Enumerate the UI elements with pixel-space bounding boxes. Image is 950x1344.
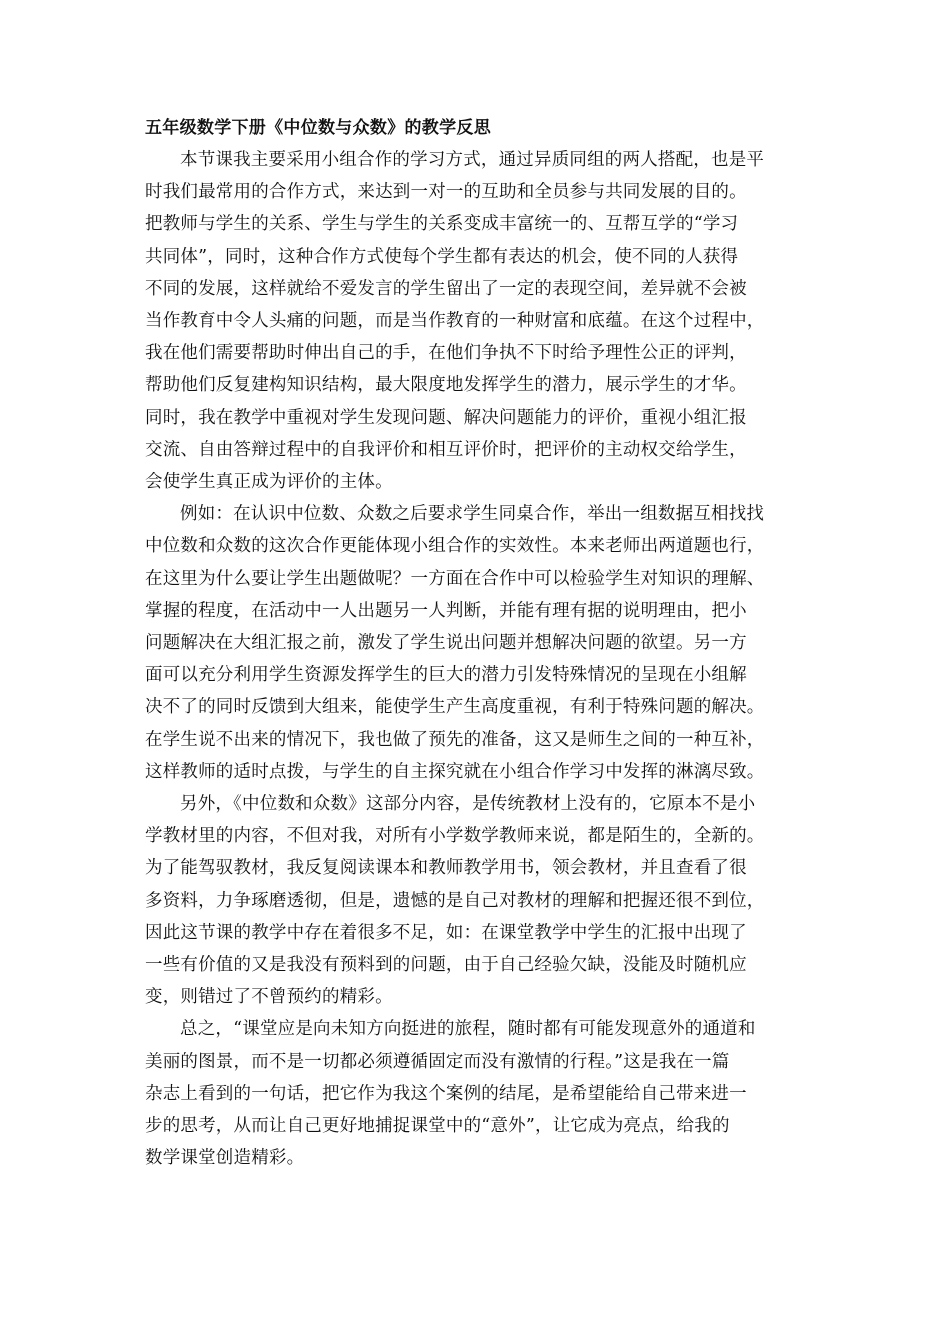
paragraph-line: 在学生说不出来的情况下，我也做了预先的准备，这又是师生之间的一种互补， <box>145 729 765 750</box>
paragraph-line: 决不了的同时反馈到大组来，能使学生产生高度重视，有利于特殊问题的解决。 <box>145 697 765 718</box>
paragraph-line: 另外，《中位数和众数》这部分内容，是传统教材上没有的，它原本不是小 <box>180 794 756 815</box>
paragraph-line: 在这里为什么要让学生出题做呢？一方面在合作中可以检验学生对知识的理解、 <box>145 568 765 589</box>
paragraph-line: 一些有价值的又是我没有预料到的问题，由于自己经验欠缺，没能及时随机应 <box>145 955 747 976</box>
document-body <box>145 112 810 1175</box>
paragraph-line: 本节课我主要采用小组合作的学习方式，通过异质同组的两人搭配，也是平 <box>180 150 765 170</box>
paragraph-line: 面可以充分利用学生资源发挥学生的巨大的潜力引发特殊情况的呈现在小组解 <box>145 665 747 686</box>
paragraph-line: 步的思考，从而让自己更好地捕捉课堂中的“意外”，让它成为亮点，给我的 <box>145 1116 730 1137</box>
paragraph-line: 会使学生真正成为评价的主体。 <box>145 472 393 493</box>
paragraph-line: 帮助他们反复建构知识结构，最大限度地发挥学生的潜力，展示学生的才华。 <box>145 375 747 396</box>
paragraph-4 <box>145 1013 810 1174</box>
paragraph-line: 美丽的图景，而不是一切都必须遵循固定而没有激情的行程。”这是我在一篇 <box>145 1051 730 1072</box>
paragraph-line: 因此这节课的教学中存在着很多不足，如：在课堂教学中学生的汇报中出现了 <box>145 922 747 943</box>
paragraph-line: 交流、自由答辩过程中的自我评价和相互评价时，把评价的主动权交给学生， <box>145 439 747 460</box>
paragraph-line: 为了能驾驭教材，我反复阅读课本和教师教学用书，领会教材，并且查看了很 <box>145 858 747 879</box>
paragraph-line: 同时，我在教学中重视对学生发现问题、解决问题能力的评价，重视小组汇报 <box>145 407 747 428</box>
paragraph-line: 问题解决在大组汇报之前，激发了学生说出问题并想解决问题的欲望。另一方 <box>145 633 747 654</box>
paragraph-line: 共同体”，同时，这种合作方式使每个学生都有表达的机会，使不同的人获得 <box>145 246 739 267</box>
paragraph-line: 总之，“课堂应是向未知方向挺进的旅程，随时都有可能发现意外的通道和 <box>180 1019 756 1040</box>
paragraph-line: 当作教育中令人头痛的问题，而是当作教育的一种财富和底蕴。在这个过程中， <box>145 311 765 332</box>
paragraph-line: 我在他们需要帮助时伸出自己的手，在他们争执不下时给予理性公正的评判， <box>145 343 747 364</box>
paragraph-line: 时我们最常用的合作方式，来达到一对一的互助和全员参与共同发展的目的。 <box>145 182 747 203</box>
paragraph-line: 学教材里的内容，不但对我，对所有小学数学教师来说，都是陌生的，全新的。 <box>145 826 765 847</box>
paragraph-line: 这样教师的适时点拨，与学生的自主探究就在小组合作学习中发挥的淋漓尽致。 <box>145 761 765 782</box>
paragraph-line: 杂志上看到的一句话，把它作为我这个案例的结尾，是希望能给自己带来进一 <box>145 1083 747 1104</box>
paragraph-1 <box>145 144 810 498</box>
paragraph-line: 例如：在认识中位数、众数之后要求学生同桌合作，举出一组数据互相找找 <box>180 504 765 525</box>
paragraph-line: 掌握的程度，在活动中一人出题另一人判断，并能有理有据的说明理由，把小 <box>145 600 747 621</box>
paragraph-2 <box>145 498 810 788</box>
paragraph-line: 数学课堂创造精彩。 <box>145 1148 305 1169</box>
paragraph-line: 不同的发展，这样就给不爱发言的学生留出了一定的表现空间，差异就不会被 <box>145 278 747 299</box>
paragraph-line: 变，则错过了不曾预约的精彩。 <box>145 987 393 1008</box>
paragraph-line: 多资料，力争琢磨透彻，但是，遗憾的是自己对教材的理解和把握还很不到位， <box>145 890 765 911</box>
paragraph-line: 中位数和众数的这次合作更能体现小组合作的实效性。本来老师出两道题也行， <box>145 536 765 557</box>
document-title: 五年级数学下册《中位数与众数》的教学反思 <box>145 118 491 138</box>
paragraph-line: 把教师与学生的关系、学生与学生的关系变成丰富统一的、互帮互学的“学习 <box>145 214 739 235</box>
paragraph-3 <box>145 788 810 1013</box>
